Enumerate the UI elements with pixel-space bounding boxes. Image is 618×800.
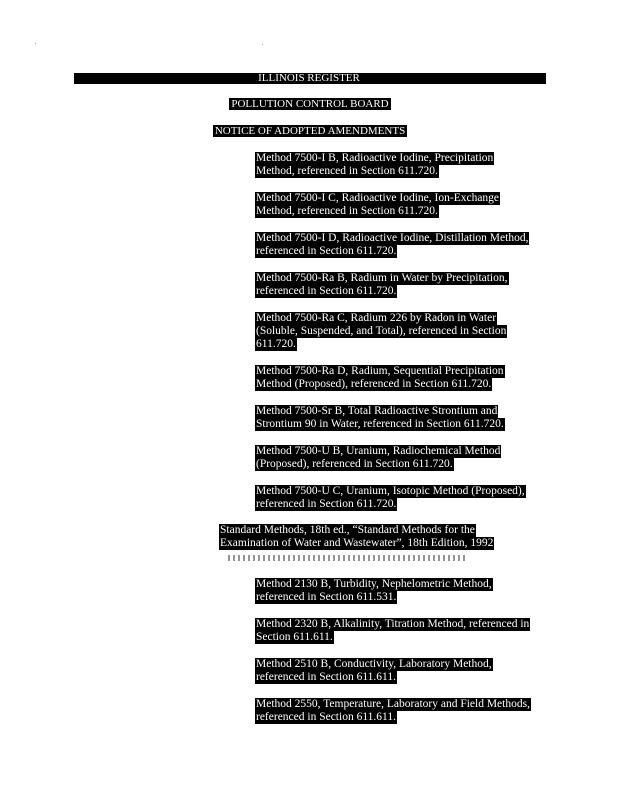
- method-line: (Proposed), referenced in Section 611.720.: [256, 458, 453, 470]
- method-item: [255, 312, 507, 351]
- method-line: Strontium 90 in Water, referenced in Section 611.720.: [256, 418, 504, 430]
- method-line: Method 2320 B, Alkalinity, Titration Method, referenced in: [256, 618, 530, 630]
- register-title: ILLINOIS REGISTER: [258, 72, 360, 84]
- method-line: 611.720.: [256, 338, 296, 350]
- method-item: [255, 152, 494, 178]
- method-item: [255, 445, 501, 471]
- method-line: Method 2550, Temperature, Laboratory and Field Methods,: [256, 698, 530, 710]
- method-line: Method 2130 B, Turbidity, Nephelometric Method,: [256, 578, 492, 590]
- method-line: Section 611.611.: [256, 631, 333, 643]
- method-line: Method 2510 B, Conductivity, Laboratory Method,: [256, 658, 492, 670]
- method-line: Method 7500-I D, Radioactive Iodine, Distillation Method,: [256, 232, 529, 244]
- scan-dust: [35, 43, 36, 44]
- notice-title: [74, 125, 546, 137]
- standard-methods-line: Examination of Water and Wastewater”, 18th Edition, 1992: [220, 537, 494, 549]
- method-item: [255, 698, 531, 724]
- method-item: [255, 192, 500, 218]
- method-line: referenced in Section 611.720.: [256, 245, 397, 257]
- method-item: [255, 658, 493, 684]
- method-item: [255, 578, 493, 604]
- method-line: Method, referenced in Section 611.720.: [256, 165, 438, 177]
- method-item: [255, 618, 530, 644]
- method-line: referenced in Section 611.531.: [256, 591, 397, 603]
- method-item: [255, 272, 509, 298]
- standard-methods-line: Standard Methods, 18th ed., “Standard Methods for the: [220, 524, 475, 536]
- method-item: [255, 232, 529, 258]
- method-line: Method 7500-I C, Radioactive Iodine, Ion-Exchange: [256, 192, 500, 204]
- method-line: Method 7500-Ra D, Radium, Sequential Precipitation: [256, 365, 504, 377]
- method-line: referenced in Section 611.611.: [256, 671, 396, 683]
- method-line: Method (Proposed), referenced in Section 611.720.: [256, 378, 492, 390]
- method-line: referenced in Section 611.720.: [256, 498, 397, 510]
- method-line: Method 7500-I B, Radioactive Iodine, Precipitation: [256, 152, 494, 164]
- notice-title-text: NOTICE OF ADOPTED AMENDMENTS: [214, 125, 406, 137]
- method-line: Method, referenced in Section 611.720.: [256, 205, 438, 217]
- board-title-text: POLLUTION CONTROL BOARD: [231, 98, 389, 110]
- method-item: [255, 405, 505, 431]
- method-line: Method 7500-Ra B, Radium in Water by Precipitation,: [256, 272, 508, 284]
- method-line: Method 7500-U B, Uranium, Radiochemical Method: [256, 445, 501, 457]
- method-line: (Soluble, Suspended, and Total), referenced in Section: [256, 325, 507, 337]
- method-line: referenced in Section 611.611.: [256, 711, 396, 723]
- method-line: Method 7500-Ra C, Radium 226 by Radon in Water: [256, 312, 497, 324]
- method-item: [255, 365, 505, 391]
- method-item: [255, 485, 526, 511]
- standard-methods-reference: [219, 524, 494, 550]
- scan-dust: [262, 44, 263, 45]
- board-title: [74, 98, 546, 110]
- method-line: Method 7500-U C, Uranium, Isotopic Method (Proposed),: [256, 485, 525, 497]
- method-line: referenced in Section 611.720.: [256, 285, 397, 297]
- illegible-scan-line: [228, 555, 468, 561]
- method-line: Method 7500-Sr B, Total Radioactive Strontium and: [256, 405, 498, 417]
